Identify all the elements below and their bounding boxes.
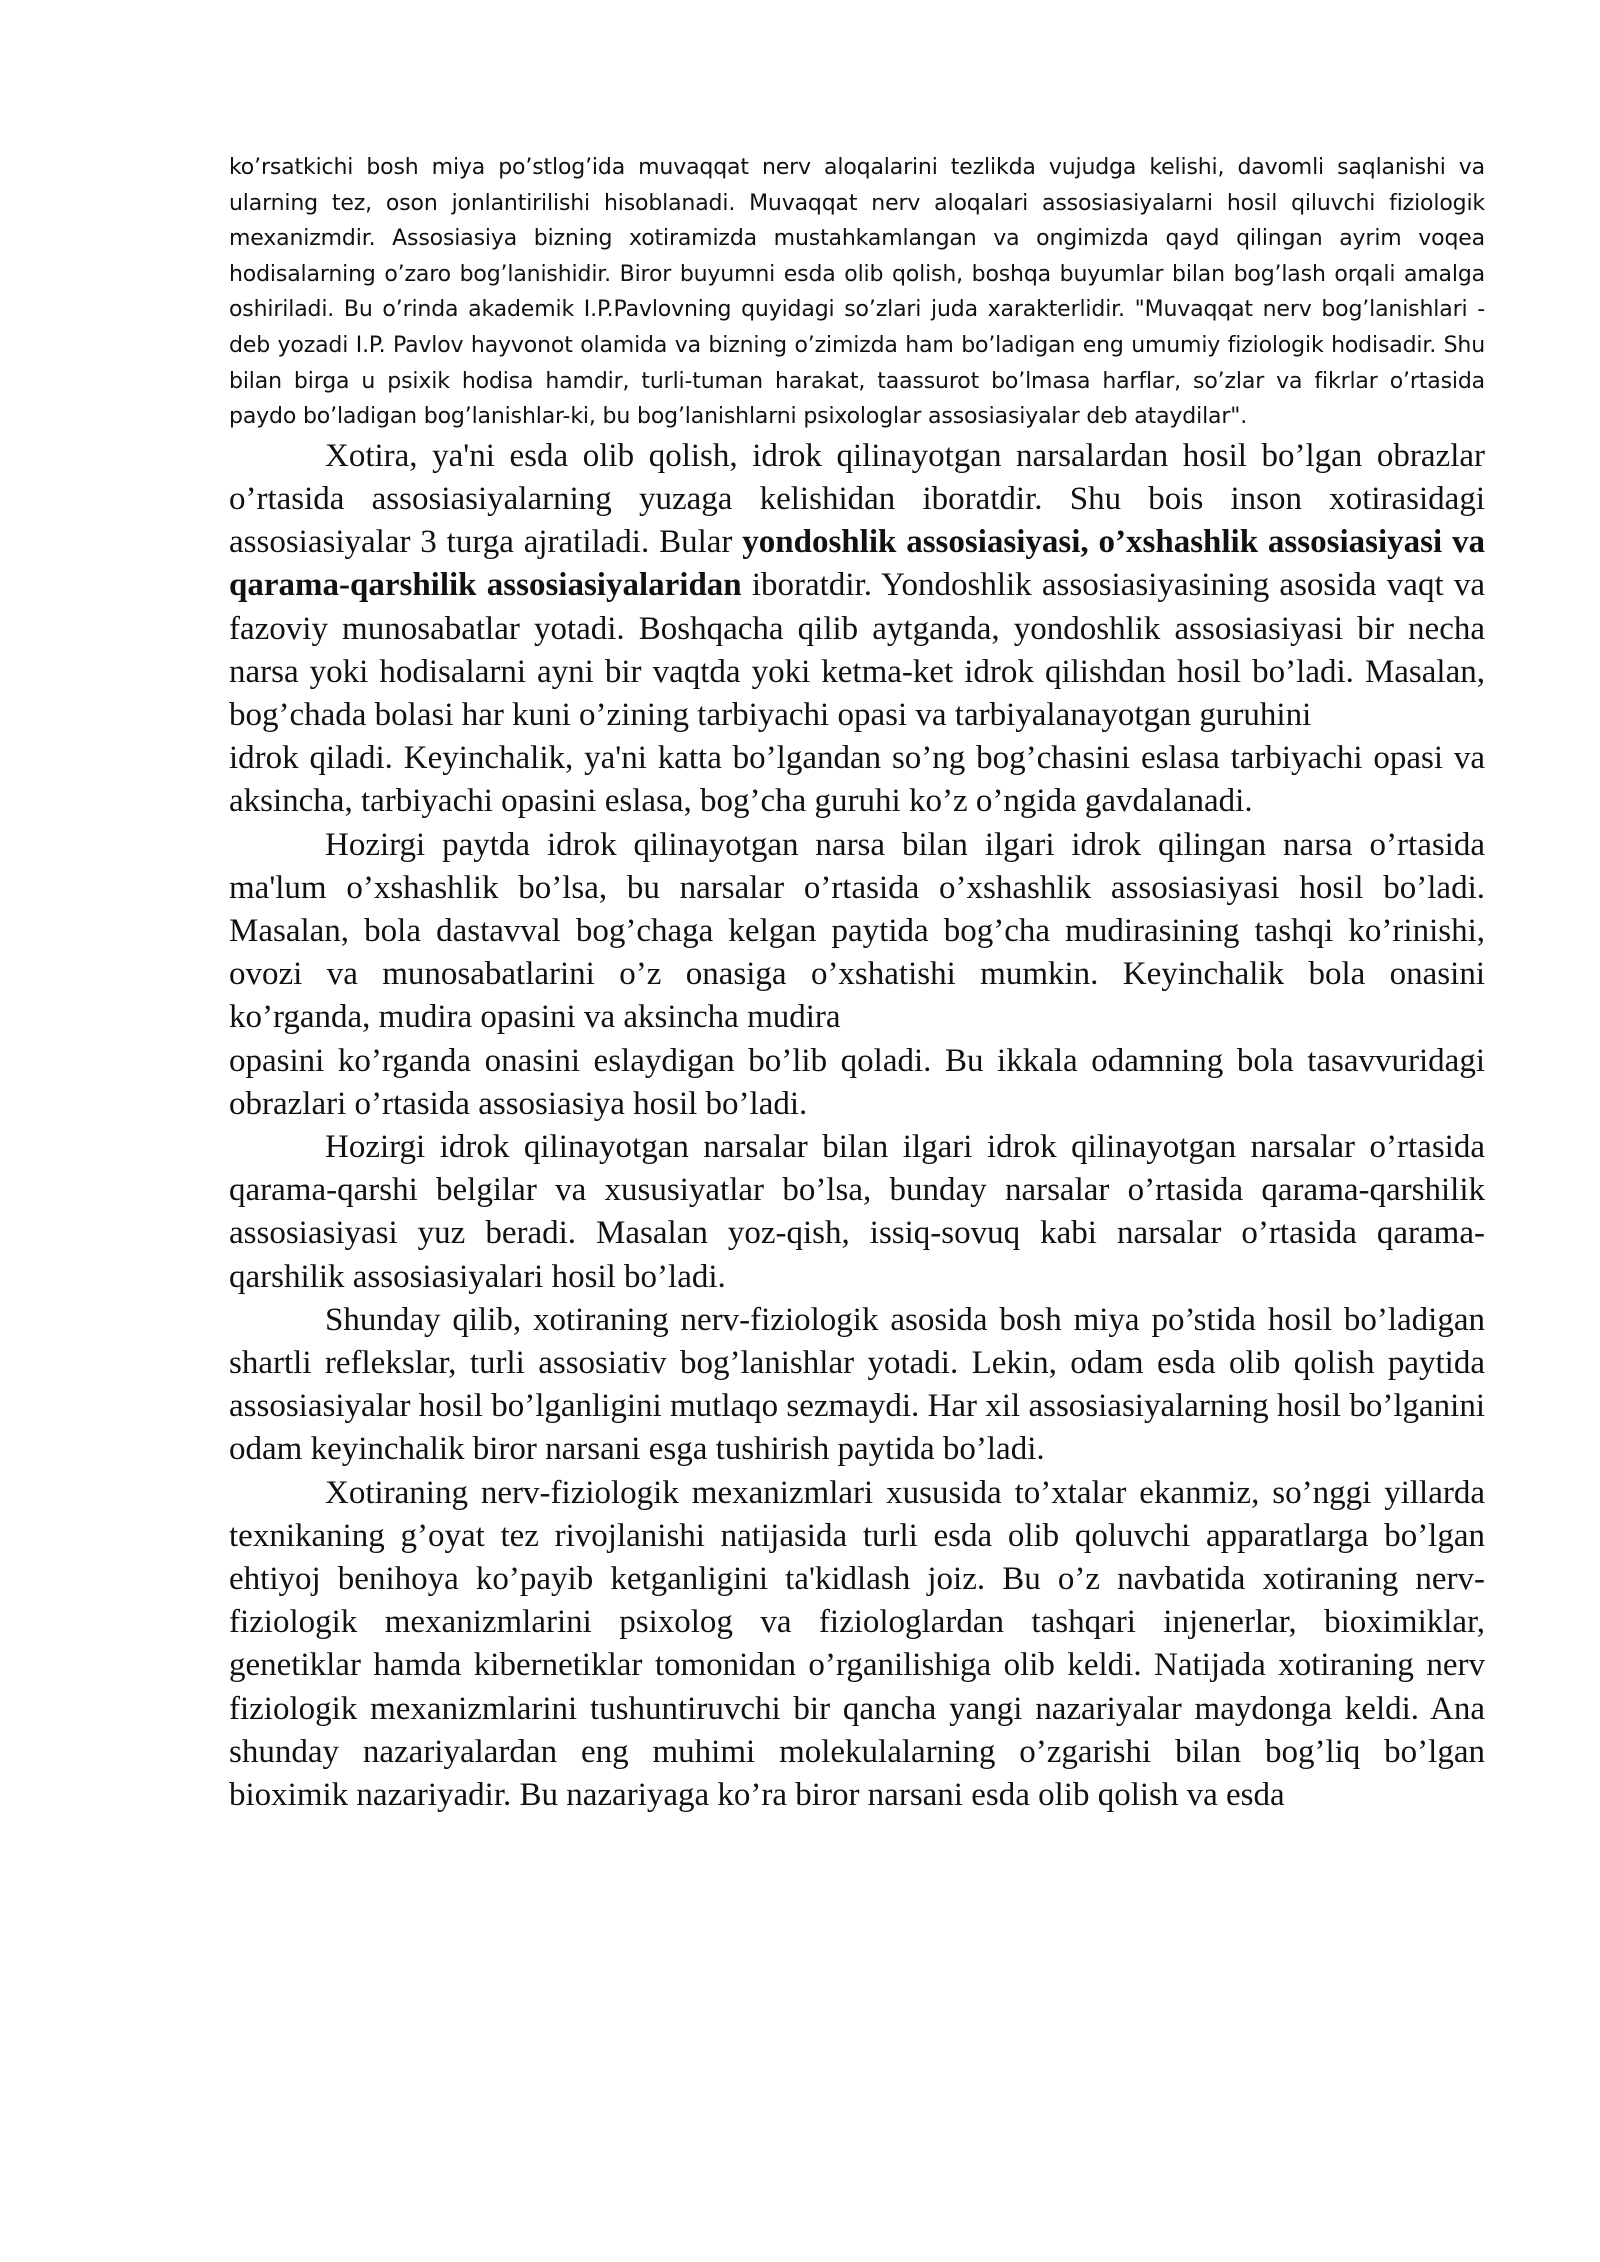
paragraph-contrast-association: Hozirgi idrok qilinayotgan narsalar bilan ilgari idrok qilinayotgan narsalar o’rtasida qarama-qarshi belgilar va xususiyatlar bo’lsa, bunday narsalar o’rtasida qarama-qarshilik assosiasiyasi yuz beradi. Masalan yoz-qish, issiq-sovuq kabi narsalar o’rtasida qarama-qarshilik assosiasiyalari hosil bo’ladi. [229, 1129, 1485, 1295]
paragraph-memory-mechanisms: Xotiraning nerv-fiziologik mexanizmlari xususida to’xtalar ekanmiz, so’nggi yillarda texnikaning g’oyat tez rivojlanishi natijasida turli esda olib qoluvchi apparatlarga bo’lgan ehtiyoj benihoya ko’payib ketganligini ta'kidlash joiz. Bu o’z navbatida xotiraning nerv-fiziologik mexanizmlarini psixolog va fiziologlardan tashqari injenerlar, bioximiklar, genetiklar hamda kibernetiklar tomonidan o’rganilishiga olib keldi. Natijada xotiraning nerv fiziologik mexanizmlarini tushuntiruvchi bir qancha yangi nazariyalar maydonga keldi. Ana shunday nazariyalardan eng muhimi molekulalarning o’zgarishi bilan bog’liq bo’lgan bioximik nazariyadir. Bu nazariyaga ko’ra biror narsani esda olib qolish va esda [229, 1474, 1485, 1814]
paragraph-association-types [229, 435, 1485, 737]
paragraph-text: Xotira, ya'ni esda olib qolish, idrok qilinayotgan narsalardan hosil bo’lgan obrazlar o’rtasida assosiasiyalarning yuzaga kelishidan iboratdir. Shu bois inson xotirasidagi assosiasiyalar 3 turga ajratiladi. Bular [229, 437, 1485, 561]
paragraph-conditioned-reflexes: Shunday qilib, xotiraning nerv-fiziologik asosida bosh miya po’stida hosil bo’ladigan shartli reflekslar, turli assosiativ bog’lanishlar yotadi. Lekin, odam esda olib qolish paytida assosiasiyalar hosil bo’lganligini mutlaqo sezmaydi. Har xil assosiasiyalarning hosil bo’lganini odam keyinchalik biror narsani esga tushirish paytida bo’ladi. [229, 1301, 1485, 1468]
document-page [229, 150, 1485, 1817]
paragraph-similarity-continued: opasini ko’rganda onasini eslaydigan bo’lib qoladi. Bu ikkala odamning bola tasavvuridagi obrazlari o’rtasida assosiasiya hosil bo’ladi. [229, 1042, 1485, 1122]
paragraph-text: iboratdir. Yondoshlik assosiasiyasining asosida vaqt va fazoviy munosabatlar yotadi. Boshqacha qilib aytganda, yondoshlik assosiasiyasi bir necha narsa yoki hodisalarni ayni bir vaqtda yoki ketma-ket idrok qilishdan hosil bo’ladi. Masalan, bog’chada bolasi har kuni o’zining tarbiyachi opasi va tarbiyalanayotgan guruhini [229, 567, 1485, 733]
paragraph-association-continued: idrok qiladi. Keyinchalik, ya'ni katta bo’lgandan so’ng bog’chasini eslasa tarbiyachi opasi va aksincha, tarbiyachi opasini eslasa, bog’cha guruhi ko’z o’ngida gavdalanadi. [229, 740, 1485, 820]
intro-paragraph: ko’rsatkichi bosh miya po’stlog’ida muvaqqat nerv aloqalarini tezlikda vujudga kelishi, davomli saqlanishi va ularning tez, oson jonlantirilishi hisoblanadi. Muvaqqat nerv aloqalari assosiasiyalarni hosil qiluvchi fiziologik mexanizmdir. Assosiasiya bizning xotiramizda mustahkamlangan va ongimizda qayd qilingan ayrim voqea hodisalarning o’zaro bog’lanishidir. Biror buyumni esda olib qolish, boshqa buyumlar bilan bog’lash orqali amalga oshiriladi. Bu o’rinda akademik I.P.Pavlovning quyidagi so’zlari juda xarakterlidir. "Muvaqqat nerv bog’lanishlari - deb yozadi I.P. Pavlov hayvonot olamida va bizning o’zimizda ham bo’ladigan eng umumiy fiziologik hodisadir. Shu bilan birga u psixik hodisa hamdir, turli-tuman harakat, taassurot bo’lmasa harflar, so’zlar va fikrlar o’rtasida paydo bo’ladigan bog’lanishlar-ki, bu bog’lanishlarni psixologlar assosiasiyalar deb ataydilar". [229, 155, 1485, 430]
bold-association-types: yondoshlik assosiasiyasi, o’xshashlik assosiasiyasi va qarama-qarshilik assosiasiyalaridan [229, 524, 1485, 604]
paragraph-similarity-association: Hozirgi paytda idrok qilinayotgan narsa bilan ilgari idrok qilingan narsa o’rtasida ma'lum o’xshashlik bo’lsa, bu narsalar o’rtasida o’xshashlik assosiasiyasi hosil bo’ladi. Masalan, bola dastavval bog’chaga kelgan paytida bog’cha mudirasining tashqi ko’rinishi, ovozi va munosabatlarini o’z onasiga o’xshatishi mumkin. Keyinchalik bola onasini ko’rganda, mudira opasini va aksincha mudira [229, 826, 1485, 1036]
